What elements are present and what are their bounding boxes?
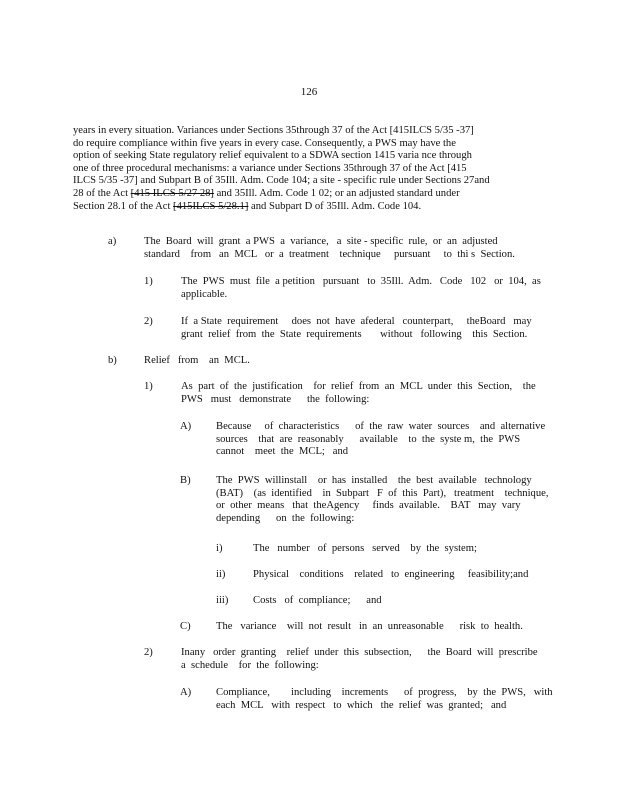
- roman-text: Costs of compliance; and: [253, 595, 382, 606]
- subsection-label: a): [108, 236, 117, 247]
- clause-text: Because of characteristics of the raw water sources and alternative sources that are reasonably available to the syste m, the PWS cannot meet the MCL; and: [216, 421, 546, 458]
- intro-line-rest: and Subpart D of 35Ill. Adm. Code 104.: [248, 200, 422, 212]
- struck-citation: [415 ILCS 5/27 28]: [130, 187, 214, 199]
- roman-text: The number of persons served by the system;: [253, 543, 477, 554]
- intro-line: option of seeking State regulatory relief equivalent to a SDWA section 1415 varia nce through: [73, 150, 472, 162]
- subsection-text: The Board will grant a PWS a variance, a site - specific rule, or an adjusted standard from an MCL or a treatment technique pursuant to thi s Section.: [144, 236, 515, 260]
- subsection-text: Relief from an MCL.: [144, 355, 250, 366]
- clause-label: C): [180, 621, 191, 632]
- item-text: As part of the justification for relief from an MCL under this Section, the PWS must demonstrate the following:: [181, 381, 536, 405]
- roman-label: ii): [216, 569, 226, 580]
- intro-line: ILCS 5/35 -37] and Subpart B of 35Ill. Adm. Code 104; a site - specific rule under Sections 27and: [73, 175, 490, 187]
- item-label: 2): [144, 316, 153, 327]
- item-label: 1): [144, 276, 153, 287]
- intro-line: one of three procedural mechanisms: a variance under Sections 35through 37 of the Act [415: [73, 162, 467, 174]
- item-label: 2): [144, 647, 153, 658]
- roman-label: i): [216, 543, 223, 554]
- intro-line: [73, 188, 535, 201]
- clause-label: A): [180, 421, 192, 432]
- intro-paragraph: [73, 125, 535, 213]
- roman-text: Physical conditions related to engineering feasibility;and: [253, 569, 529, 580]
- clause-text: The variance will not result in an unreasonable risk to health.: [216, 621, 523, 632]
- subsection-label: b): [108, 355, 117, 366]
- item-label: 1): [144, 381, 153, 392]
- clause-label: A): [180, 687, 192, 698]
- struck-citation: [415ILCS 5/28.1]: [173, 200, 249, 212]
- clause-text: The PWS willinstall or has installed the best available technology (BAT) (as identified in Subpart F of this Part), treatment technique, or other means that theAgency finds available. BAT may vary depending on the following:: [216, 475, 549, 524]
- roman-label: iii): [216, 595, 229, 606]
- intro-line: do require compliance within five years in every case. Consequently, a PWS may have the: [73, 137, 456, 149]
- item-text: Inany order granting relief under this subsection, the Board will prescribe a schedule for the following:: [181, 647, 538, 671]
- intro-line-start: 28 of the Act: [73, 187, 131, 199]
- clause-label: B): [180, 475, 191, 486]
- intro-line: years in every situation. Variances under Sections 35through 37 of the Act [415ILCS 5/35 -37]: [73, 125, 474, 136]
- intro-line: [73, 201, 535, 214]
- page-number: 126: [300, 86, 318, 98]
- item-text: If a State requirement does not have afederal counterpart, theBoard may grant relief from the State requirements without following this Section.: [181, 316, 532, 340]
- item-text: The PWS must file a petition pursuant to 35Ill. Adm. Code 102 or 104, as applicable.: [181, 276, 541, 300]
- clause-text: Compliance, including increments of progress, by the PWS, with each MCL with respect to which the relief was granted; and: [216, 687, 553, 711]
- intro-line-start: Section 28.1 of the Act: [73, 200, 174, 212]
- intro-line-rest: and 35Ill. Adm. Code 1 02; or an adjusted standard under: [213, 187, 460, 199]
